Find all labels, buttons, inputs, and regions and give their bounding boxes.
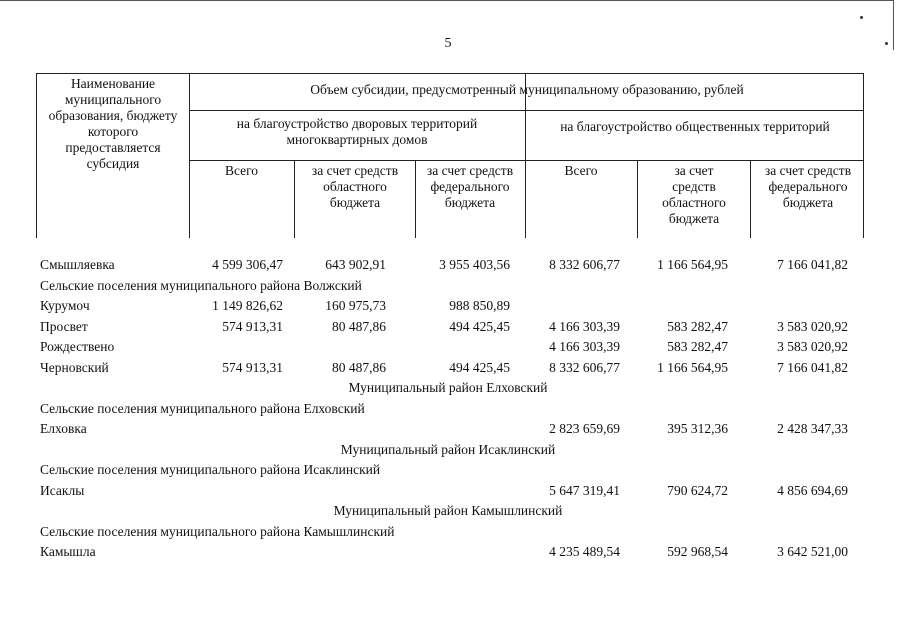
header-rule (189, 110, 863, 111)
district-heading: Муниципальный район Камышлинский (333, 503, 563, 518)
header-group-public: на благоустройство общественных территорий (560, 119, 830, 134)
district-row (0, 501, 905, 522)
value-cell: 4 166 303,39 (549, 339, 620, 354)
value-cell: 3 955 403,56 (439, 257, 510, 272)
district-heading: Муниципальный район Елховский (348, 380, 548, 395)
header-sub-federal: за счет средств федерального бюджета (426, 163, 514, 210)
value-cell: 1 149 826,62 (212, 298, 283, 313)
value-cell: 4 599 306,47 (212, 257, 283, 272)
header-divider (415, 160, 416, 238)
group-heading: Сельские поселения муниципального района Камышлинский (40, 523, 395, 539)
settlement-name: Исаклы (40, 482, 85, 498)
header-divider (294, 160, 295, 238)
group-row (0, 276, 905, 297)
header-rule (189, 160, 863, 161)
table-header (36, 73, 864, 238)
group-heading: Сельские поселения муниципального района Исаклинский (40, 462, 381, 477)
value-cell: 494 425,45 (449, 318, 510, 334)
settlement-name: Черновский (40, 359, 109, 375)
value-cell: 7 166 041,82 (777, 359, 848, 375)
header-sub-total: Всего (224, 163, 259, 178)
value-cell: 4 856 694,69 (777, 482, 848, 498)
table-row (0, 481, 905, 502)
settlement-name: Смышляевка (40, 257, 115, 272)
value-cell: 643 902,91 (325, 257, 386, 272)
value-cell: 8 332 606,77 (549, 257, 620, 272)
page-number: 5 (444, 36, 452, 51)
group-row (0, 522, 905, 543)
value-cell: 80 487,86 (332, 359, 386, 375)
value-cell: 3 583 020,92 (777, 339, 848, 354)
district-row (0, 440, 905, 461)
header-col-volume: Объем субсидии, предусмотренный муниципальному образованию, рублей (310, 82, 744, 97)
value-cell: 3 583 020,92 (777, 318, 848, 334)
group-row (0, 399, 905, 420)
table-row (0, 296, 905, 317)
value-cell: 574 913,31 (222, 318, 283, 334)
district-heading: Муниципальный район Исаклинский (340, 441, 556, 457)
value-cell: 494 425,45 (449, 359, 510, 375)
header-divider (750, 160, 751, 238)
group-heading: Сельские поселения муниципального района Елховский (40, 400, 365, 416)
value-cell: 395 312,36 (667, 421, 728, 436)
page-frame-top (0, 0, 893, 1)
settlement-name: Камышла (40, 544, 96, 559)
value-cell: 8 332 606,77 (549, 359, 620, 375)
value-cell: 790 624,72 (667, 482, 728, 498)
value-cell: 7 166 041,82 (777, 257, 848, 272)
settlement-name: Рождествено (40, 339, 115, 354)
header-divider (525, 74, 526, 238)
header-divider (189, 74, 190, 238)
settlement-name: Курумоч (40, 298, 90, 313)
value-cell: 592 968,54 (667, 544, 728, 559)
value-cell: 583 282,47 (667, 339, 728, 354)
table-row (0, 255, 905, 276)
table-row (0, 317, 905, 338)
scan-speck (860, 16, 863, 19)
header-sub-total: Всего (564, 163, 598, 178)
table-row (0, 358, 905, 379)
header-divider (637, 160, 638, 238)
value-cell: 988 850,89 (449, 298, 510, 313)
value-cell: 4 166 303,39 (549, 318, 620, 334)
header-col-name: Наименование муниципального образования, бюджету которого предоставляется субсидия (48, 76, 178, 171)
settlement-name: Просвет (40, 318, 88, 334)
value-cell: 5 647 319,41 (549, 482, 620, 498)
value-cell: 80 487,86 (332, 318, 386, 334)
group-heading: Сельские поселения муниципального района Волжский (40, 277, 362, 293)
header-sub-federal: за счет средств федерального бюджета (764, 163, 852, 210)
value-cell: 2 428 347,33 (777, 421, 848, 436)
value-cell: 2 823 659,69 (549, 421, 620, 436)
table-row (0, 542, 905, 563)
table-body (0, 255, 905, 563)
value-cell: 583 282,47 (667, 318, 728, 334)
header-group-yards: на благоустройство дворовых территорий многоквартирных домов (236, 116, 478, 147)
group-row (0, 460, 905, 481)
value-cell: 3 642 521,00 (777, 544, 848, 559)
value-cell: 160 975,73 (325, 298, 386, 313)
header-sub-regional: за счет средств областного бюджета (311, 163, 399, 210)
table-row (0, 419, 905, 440)
value-cell: 574 913,31 (222, 359, 283, 375)
settlement-name: Елховка (40, 421, 87, 436)
header-sub-regional: за счет средств областного бюджета (662, 163, 726, 226)
value-cell: 1 166 564,95 (657, 257, 728, 272)
value-cell: 1 166 564,95 (657, 359, 728, 375)
district-row (0, 378, 905, 399)
table-row (0, 337, 905, 358)
value-cell: 4 235 489,54 (549, 544, 620, 559)
